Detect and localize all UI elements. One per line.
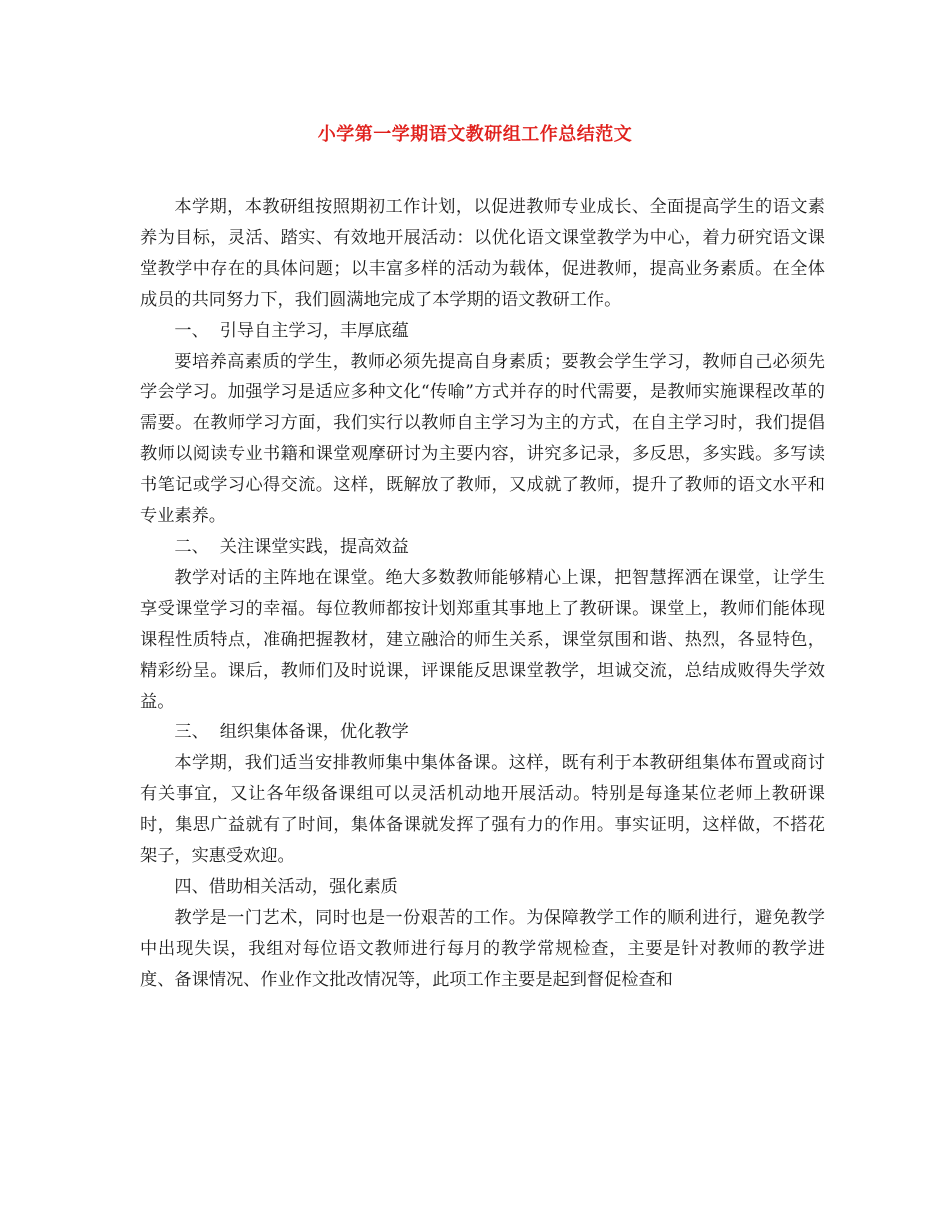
document-body bbox=[140, 192, 825, 996]
section-heading-2: 二、 关注课堂实践，提高效益 bbox=[174, 536, 409, 557]
paragraph-section-2: 教学对话的主阵地在课堂。绝大多数教师能够精心上课，把智慧挥洒在课堂，让学生享受课堂学习的幸福。每位教师都按计划郑重其事地上了教研课。课堂上，教师们能体现课程性质特点，准确把握教材，建立融洽的师生关系，课堂氛围和谐、热烈，各显特色，精彩纷呈。课后，教师们及时说课，评课能反思课堂教学，坦诚交流，总结成败得失学效益。 bbox=[140, 567, 825, 712]
paragraph-intro: 本学期，本教研组按照期初工作计划，以促进教师专业成长、全面提高学生的语文素养为目标，灵活、踏实、有效地开展活动：以优化语文课堂教学为中心，着力研究语文课堂教学中存在的具体问题；以丰富多样的活动为载体，促进教师，提高业务素质。在全体成员的共同努力下，我们圆满地完成了本学期的语文教研工作。 bbox=[140, 197, 825, 310]
section-heading-3: 三、 组织集体备课，优化教学 bbox=[174, 722, 409, 743]
document-title: 小学第一学期语文教研组工作总结范文 bbox=[317, 124, 633, 145]
section-heading-4: 四、借助相关活动，强化素质 bbox=[174, 876, 398, 897]
paragraph-section-4: 教学是一门艺术，同时也是一份艰苦的工作。为保障教学工作的顺利进行，避免教学中出现失误，我组对每位语文教师进行每月的教学常规检查，主要是针对教师的教学进度、备课情况、作业作文批改情况等，此项工作主要是起到督促检查和 bbox=[140, 907, 825, 990]
paragraph-section-3: 本学期，我们适当安排教师集中集体备课。这样，既有利于本教研组集体布置或商讨有关事宜，又让各年级备课组可以灵活机动地开展活动。特别是每逢某位老师上教研课时，集思广益就有了时间，集体备课就发挥了强有力的作用。事实证明，这样做，不搭花架子，实惠受欢迎。 bbox=[140, 753, 825, 867]
section-heading-1: 一、 引导自主学习，丰厚底蕴 bbox=[174, 320, 409, 341]
paragraph-section-1: 要培养高素质的学生，教师必须先提高自身素质；要教会学生学习，教师自己必须先学会学习。加强学习是适应多种文化“传喻”方式并存的时代需要，是教师实施课程改革的需要。在教师学习方面，我们实行以教师自主学习为主的方式，在自主学习时，我们提倡教师以阅读专业书籍和课堂观摩研讨为主要内容，讲究多记录，多反思，多实践。多写读书笔记或学习心得交流。这样，既解放了教师，又成就了教师，提升了教师的语文水平和专业素养。 bbox=[140, 351, 825, 527]
